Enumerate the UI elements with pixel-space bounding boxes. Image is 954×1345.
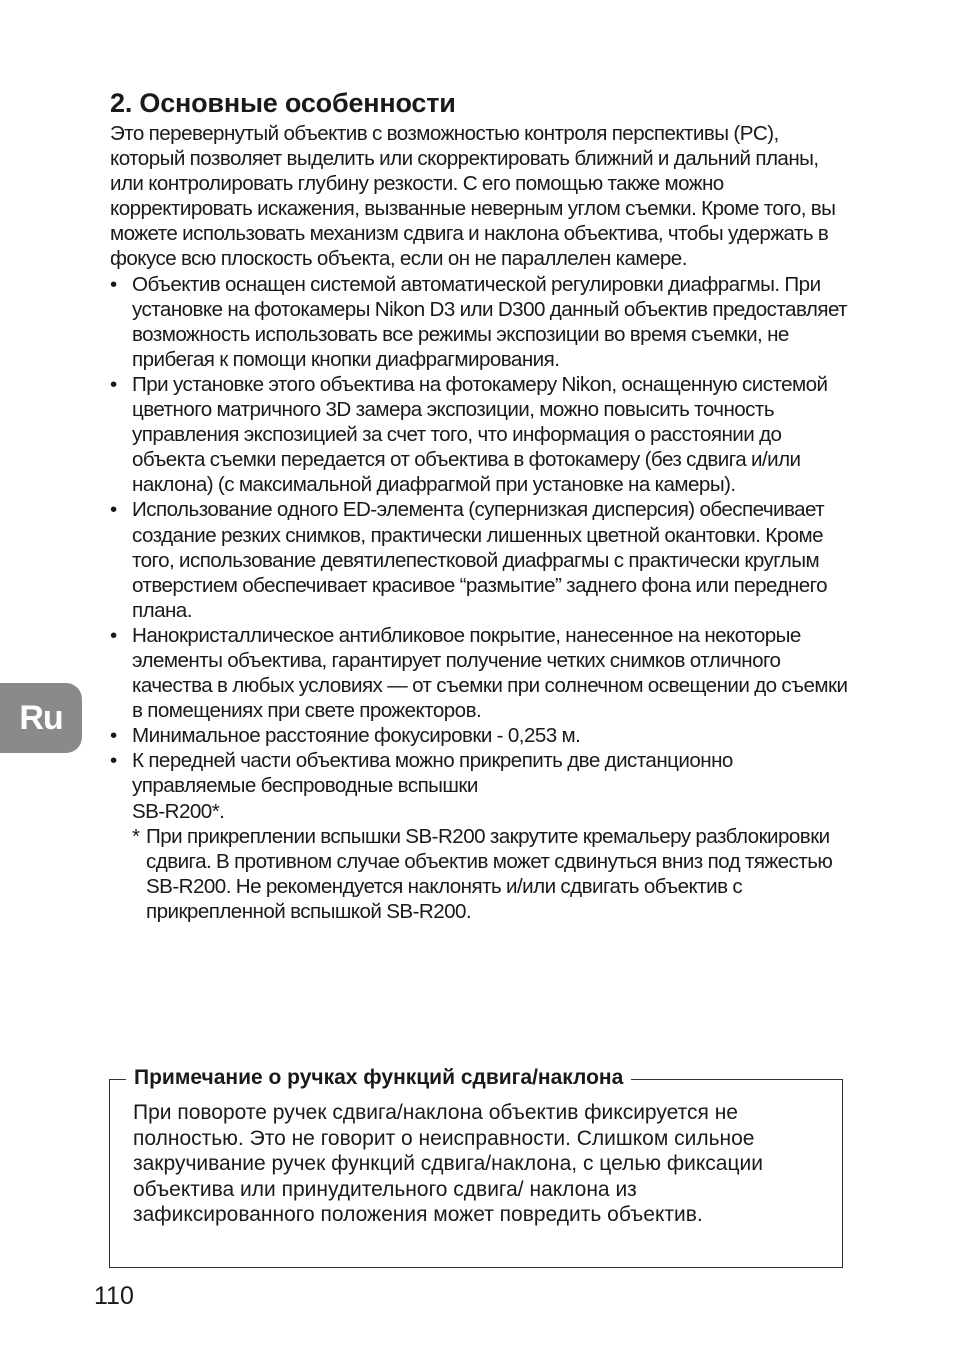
- note-body: При повороте ручек сдвига/наклона объектив фиксируется не полностью. Это не говорит о неисправности. Слишком сильное закручивание ручек функций сдвига/наклона, с целью фиксации объектива или принудительного сдвига/ наклона из зафиксированного положения может повредить объектив.: [133, 1101, 763, 1226]
- feature-item: [110, 372, 850, 497]
- feature-text: Нанокристаллическое антибликовое покрытие, нанесенное на некоторые элементы объектива, гарантирует получение четких снимков отличного качества в любых условиях — от съемки при солнечном освещении до съемки в помещениях при свете прожекторов.: [132, 623, 848, 723]
- bullet-icon: •: [110, 749, 117, 773]
- footnote-text: При прикреплении вспышки SB-R200 закрутите кремальеру разблокировки сдвига. В противном случае объектив может сдвинуться вниз под тяжестью SB-R200. Не рекомендуется наклонять и/или сдвигать объектив с прикрепленной вспышкой SB-R200.: [146, 824, 833, 923]
- feature-text: Использование одного ED-элемента (супернизкая дисперсия) обеспечивает создание резких снимков, практически лишенных цветной окантовки. Кроме того, использование девятилепестковой диафрагмы с практически круглым отверстием обеспечивает красивое “размытие” заднего фона или переднего плана.: [132, 498, 828, 622]
- feature-item: [110, 272, 850, 372]
- feature-item: [110, 748, 850, 823]
- note-box: [109, 1066, 843, 1268]
- bullet-icon: •: [110, 724, 117, 748]
- bullet-icon: •: [110, 623, 117, 647]
- page-number: 110: [94, 1282, 134, 1310]
- feature-text: Минимальное расстояние фокусировки - 0,253 м.: [132, 724, 581, 748]
- asterisk-icon: *: [132, 824, 140, 848]
- feature-item: [110, 723, 850, 748]
- feature-item: [110, 623, 850, 723]
- feature-text: При установке этого объектива на фотокамеру Nikon, оснащенную системой цветного матричного 3D замера экспозиции, можно повысить точность управления экспозицией за счет того, что информация о расстоянии до объекта съемки передается от объектива в фотокамеру (без сдвига и/или наклона) (с максимальной диафрагмой при установке на камеры).: [132, 372, 828, 497]
- feature-item: [110, 497, 850, 622]
- intro-paragraph: Это перевернутый объектив с возможностью контроля перспективы (PC), который позволяет выделить или скорректировать ближний и дальний планы, или контролировать глубину резкости. С его помощью также можно корректировать искажения, вызванные неверным углом съемки. Кроме того, вы можете использовать механизм сдвига и наклона объектива, чтобы удержать в фокусе всю плоскость объекта, если он не параллелен камере.: [110, 122, 836, 271]
- main-content: [110, 121, 850, 924]
- footnote: [132, 824, 850, 924]
- bullet-icon: •: [110, 498, 117, 522]
- feature-text: Объектив оснащен системой автоматической регулировки диафрагмы. При установке на фотокамеры Nikon D3 или D300 данный объектив предоставляет возможность использовать все режимы экспозиции во время съемки, не прибегая к помощи кнопки диафрагмирования.: [132, 272, 848, 371]
- bullet-icon: •: [110, 272, 117, 296]
- flash-model-text: SB-R200*.: [132, 799, 225, 823]
- language-tab: Ru: [0, 683, 82, 753]
- bullet-icon: •: [110, 372, 117, 396]
- section-heading: 2. Основные особенности: [110, 88, 456, 118]
- feature-text: К передней части объектива можно прикрепить две дистанционно управляемые беспроводные вспышки: [132, 749, 733, 798]
- note-title: Примечание о ручках функций сдвига/наклона: [126, 1066, 631, 1090]
- feature-list: [110, 272, 850, 824]
